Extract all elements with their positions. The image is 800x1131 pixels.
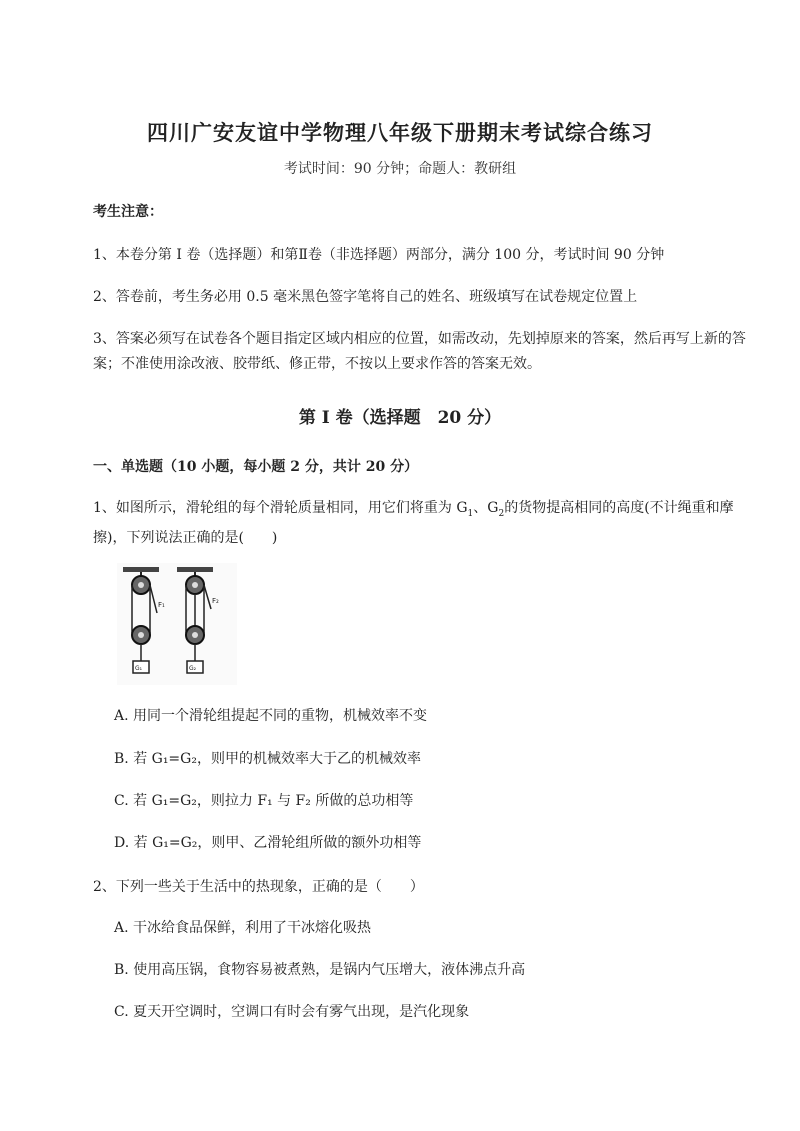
section-title: 第 I 卷（选择题 20 分） xyxy=(298,408,502,428)
exam-info: 考试时间：90 分钟；命题人：教研组 xyxy=(283,161,517,177)
stem-text: 1、如图所示，滑轮组的每个滑轮质量相同，用它们将重为 G xyxy=(93,500,468,516)
pulley-diagram xyxy=(117,563,237,685)
stem-text: 、G xyxy=(473,500,499,516)
question-1-stem xyxy=(93,496,753,550)
notice-item: 1、本卷分第 I 卷（选择题）和第Ⅱ卷（非选择题）两部分，满分 100 分，考试时间 90 分钟 xyxy=(93,247,665,263)
page-title: 四川广安友谊中学物理八年级下册期末考试综合练习 xyxy=(147,120,653,145)
stem-text: 的货物提高相同的高度(不计绳重和摩擦)，下列说法正确的是( ) xyxy=(93,500,734,546)
part-heading: 一、单选题（10 小题，每小题 2 分，共计 20 分） xyxy=(93,459,419,475)
subscript: 2 xyxy=(498,508,505,519)
g1-label: G₁ xyxy=(135,665,143,672)
option-d[interactable]: D. 若 G₁=G₂，则甲、乙滑轮组所做的额外功相等 xyxy=(114,835,422,851)
question-2-stem: 2、下列一些关于生活中的热现象，正确的是（ ） xyxy=(93,879,424,895)
option-a[interactable]: A. 用同一个滑轮组提起不同的重物，机械效率不变 xyxy=(114,708,428,724)
option-b[interactable]: B. 若 G₁=G₂，则甲的机械效率大于乙的机械效率 xyxy=(114,751,421,767)
subscript: 1 xyxy=(467,508,474,519)
option-c[interactable]: C. 夏天开空调时，空调口有时会有雾气出现，是汽化现象 xyxy=(114,1004,470,1020)
f2-label: F₂ xyxy=(212,597,219,605)
option-a[interactable]: A. 干冰给食品保鲜，利用了干冰熔化吸热 xyxy=(114,920,372,936)
option-c[interactable]: C. 若 G₁=G₂，则拉力 F₁ 与 F₂ 所做的总功相等 xyxy=(114,793,414,809)
f1-label: F₁ xyxy=(158,601,165,609)
notice-item: 3、答案必须写在试卷各个题目指定区域内相应的位置，如需改动，先划掉原来的答案，然后再写上新的答案；不准使用涂改液、胶带纸、修正带，不按以上要求作答的答案无效。 xyxy=(93,331,746,372)
g2-label: G₂ xyxy=(189,665,197,672)
notice-heading: 考生注意： xyxy=(93,204,163,220)
notice-item: 2、答卷前，考生务必用 0.5 毫米黑色签字笔将自己的姓名、班级填写在试卷规定位置上 xyxy=(93,289,638,305)
option-b[interactable]: B. 使用高压锅，食物容易被煮熟，是锅内气压增大，液体沸点升高 xyxy=(114,962,526,978)
